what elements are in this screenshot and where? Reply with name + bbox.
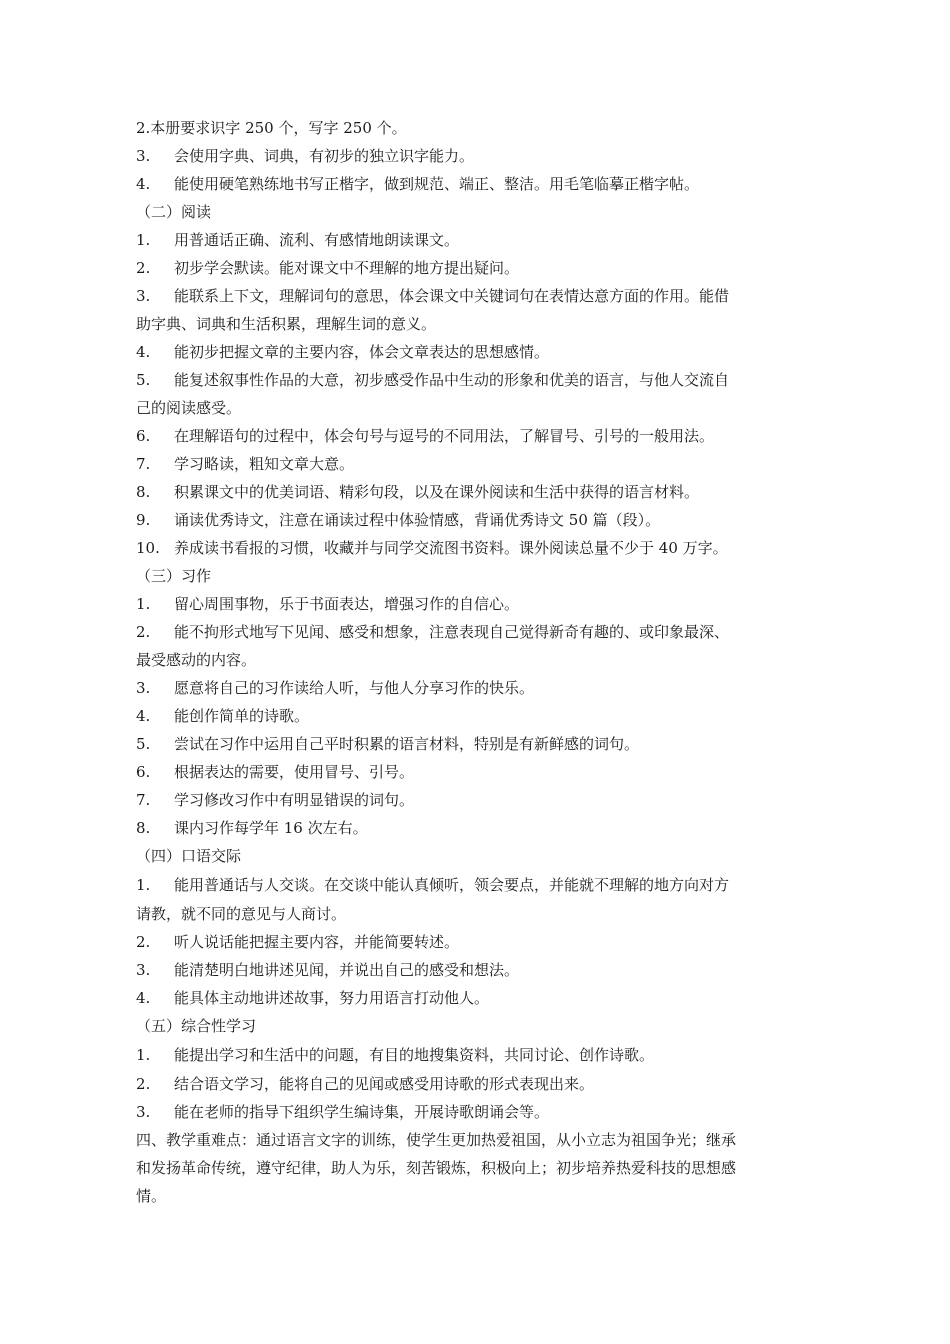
list-text: 能初步把握文章的主要内容，体会文章表达的思想感情。 — [174, 343, 550, 361]
paragraph-text: 和发扬革命传统，遵守纪律，助人为乐，刻苦锻炼，积极向上；初步培养热爱科技的思想感 — [136, 1159, 737, 1177]
list-text: 能具体主动地讲述故事，努力用语言打动他人。 — [174, 989, 490, 1007]
text-line — [136, 900, 818, 928]
list-item — [136, 702, 818, 730]
list-text: 能用普通话与人交谈。在交谈中能认真倾听，领会要点，并能就不理解的地方向对方 — [174, 876, 730, 894]
list-text: 诵读优秀诗文，注意在诵读过程中体验情感，背诵优秀诗文 50 篇（段）。 — [174, 511, 661, 529]
section-heading — [136, 1012, 818, 1041]
list-item — [136, 1041, 818, 1070]
list-text: 听人说话能把握主要内容，并能简要转述。 — [174, 933, 460, 951]
list-item — [136, 786, 818, 814]
document-body — [136, 114, 818, 1210]
section-heading — [136, 198, 818, 226]
list-number: 7. — [136, 455, 151, 473]
list-item — [136, 871, 818, 900]
list-number: 3. — [136, 679, 151, 697]
list-text: 尝试在习作中运用自己平时积累的语言材料，特别是有新鲜感的词句。 — [174, 735, 640, 753]
list-item — [136, 366, 818, 394]
list-item — [136, 814, 818, 842]
list-text: 根据表达的需要，使用冒号、引号。 — [174, 763, 415, 781]
list-number: 6. — [136, 427, 151, 445]
list-text: 用普通话正确、流利、有感情地朗读课文。 — [174, 231, 460, 249]
list-item — [136, 1098, 818, 1126]
list-text: 能使用硬笔熟练地书写正楷字，做到规范、端正、整洁。用毛笔临摹正楷字帖。 — [174, 175, 700, 193]
list-text: 留心周围事物，乐于书面表达，增强习作的自信心。 — [174, 595, 520, 613]
list-number: 1. — [136, 595, 151, 613]
list-text: 积累课文中的优美词语、精彩句段，以及在课外阅读和生活中获得的语言材料。 — [174, 483, 700, 501]
list-item — [136, 618, 818, 646]
list-item — [136, 226, 818, 254]
list-text: 能联系上下文，理解词句的意思，体会课文中关键词句在表情达意方面的作用。能借 — [174, 287, 730, 305]
list-item — [136, 984, 818, 1012]
section-title: （五）综合性学习 — [136, 1017, 257, 1035]
list-number: 2. — [136, 259, 151, 277]
list-text: 能提出学习和生活中的问题，有目的地搜集资料，共同讨论、创作诗歌。 — [174, 1046, 655, 1064]
paragraph-text: 2.本册要求识字 250 个，写字 250 个。 — [136, 119, 407, 137]
list-item — [136, 282, 818, 310]
list-text: 初步学会默读。能对课文中不理解的地方提出疑问。 — [174, 259, 520, 277]
list-number: 3. — [136, 1103, 151, 1121]
list-item — [136, 534, 818, 562]
list-item — [136, 1070, 818, 1098]
list-item — [136, 422, 818, 450]
list-number: 4. — [136, 175, 151, 193]
list-number: 6. — [136, 763, 151, 781]
list-number: 1. — [136, 876, 151, 894]
list-number: 10. — [136, 539, 160, 557]
list-item — [136, 730, 818, 758]
list-text: 养成读书看报的习惯，收藏并与同学交流图书资料。课外阅读总量不少于 40 万字。 — [174, 539, 728, 557]
list-number: 8. — [136, 483, 151, 501]
list-number: 7. — [136, 791, 151, 809]
list-number: 3. — [136, 287, 151, 305]
list-item — [136, 506, 818, 534]
list-item — [136, 450, 818, 478]
text-line — [136, 1182, 818, 1210]
list-item — [136, 478, 818, 506]
list-number: 9. — [136, 511, 151, 529]
list-text: 结合语文学习，能将自己的见闻或感受用诗歌的形式表现出来。 — [174, 1075, 595, 1093]
list-number: 3. — [136, 147, 151, 165]
list-text: 能创作简单的诗歌。 — [174, 707, 310, 725]
list-text: 课内习作每学年 16 次左右。 — [174, 819, 368, 837]
paragraph-text: 情。 — [136, 1187, 167, 1205]
list-item — [136, 758, 818, 786]
paragraph-text: 四、教学重难点：通过语言文字的训练，使学生更加热爱祖国，从小立志为祖国争光；继承 — [136, 1131, 737, 1149]
paragraph-text: 请教，就不同的意见与人商讨。 — [136, 905, 347, 923]
list-text: 学习修改习作中有明显错误的词句。 — [174, 791, 415, 809]
list-text: 能在老师的指导下组织学生编诗集，开展诗歌朗诵会等。 — [174, 1103, 550, 1121]
list-text: 能复述叙事性作品的大意，初步感受作品中生动的形象和优美的语言，与他人交流自 — [174, 371, 730, 389]
section-title: （四）口语交际 — [136, 847, 242, 865]
text-line — [136, 646, 818, 674]
list-text: 能清楚明白地讲述见闻，并说出自己的感受和想法。 — [174, 961, 520, 979]
list-text: 愿意将自己的习作读给人听，与他人分享习作的快乐。 — [174, 679, 535, 697]
list-item — [136, 928, 818, 956]
list-number: 4. — [136, 989, 151, 1007]
list-item — [136, 674, 818, 702]
list-number: 3. — [136, 961, 151, 979]
text-line — [136, 310, 818, 338]
list-number: 5. — [136, 735, 151, 753]
list-number: 2. — [136, 623, 151, 641]
list-number: 5. — [136, 371, 151, 389]
list-number: 4. — [136, 343, 151, 361]
list-item — [136, 170, 818, 198]
text-line — [136, 114, 818, 142]
list-number: 2. — [136, 1075, 151, 1093]
text-line — [136, 1126, 818, 1154]
section-title: （三）习作 — [136, 567, 212, 585]
list-item — [136, 142, 818, 170]
text-line — [136, 394, 818, 422]
list-item — [136, 338, 818, 366]
section-title: （二）阅读 — [136, 203, 212, 221]
paragraph-text: 助字典、词典和生活积累，理解生词的意义。 — [136, 315, 437, 333]
list-number: 8. — [136, 819, 151, 837]
paragraph-text: 己的阅读感受。 — [136, 399, 242, 417]
list-text: 能不拘形式地写下见闻、感受和想象，注意表现自己觉得新奇有趣的、或印象最深、 — [174, 623, 730, 641]
list-text: 学习略读，粗知文章大意。 — [174, 455, 355, 473]
paragraph-text: 最受感动的内容。 — [136, 651, 257, 669]
list-item — [136, 956, 818, 984]
list-number: 1. — [136, 1046, 151, 1064]
list-number: 1. — [136, 231, 151, 249]
section-heading — [136, 842, 818, 871]
list-number: 4. — [136, 707, 151, 725]
list-item — [136, 254, 818, 282]
list-item — [136, 590, 818, 618]
list-text: 会使用字典、词典，有初步的独立识字能力。 — [174, 147, 475, 165]
list-number: 2. — [136, 933, 151, 951]
section-heading — [136, 562, 818, 590]
list-text: 在理解语句的过程中，体会句号与逗号的不同用法，了解冒号、引号的一般用法。 — [174, 427, 715, 445]
text-line — [136, 1154, 818, 1182]
